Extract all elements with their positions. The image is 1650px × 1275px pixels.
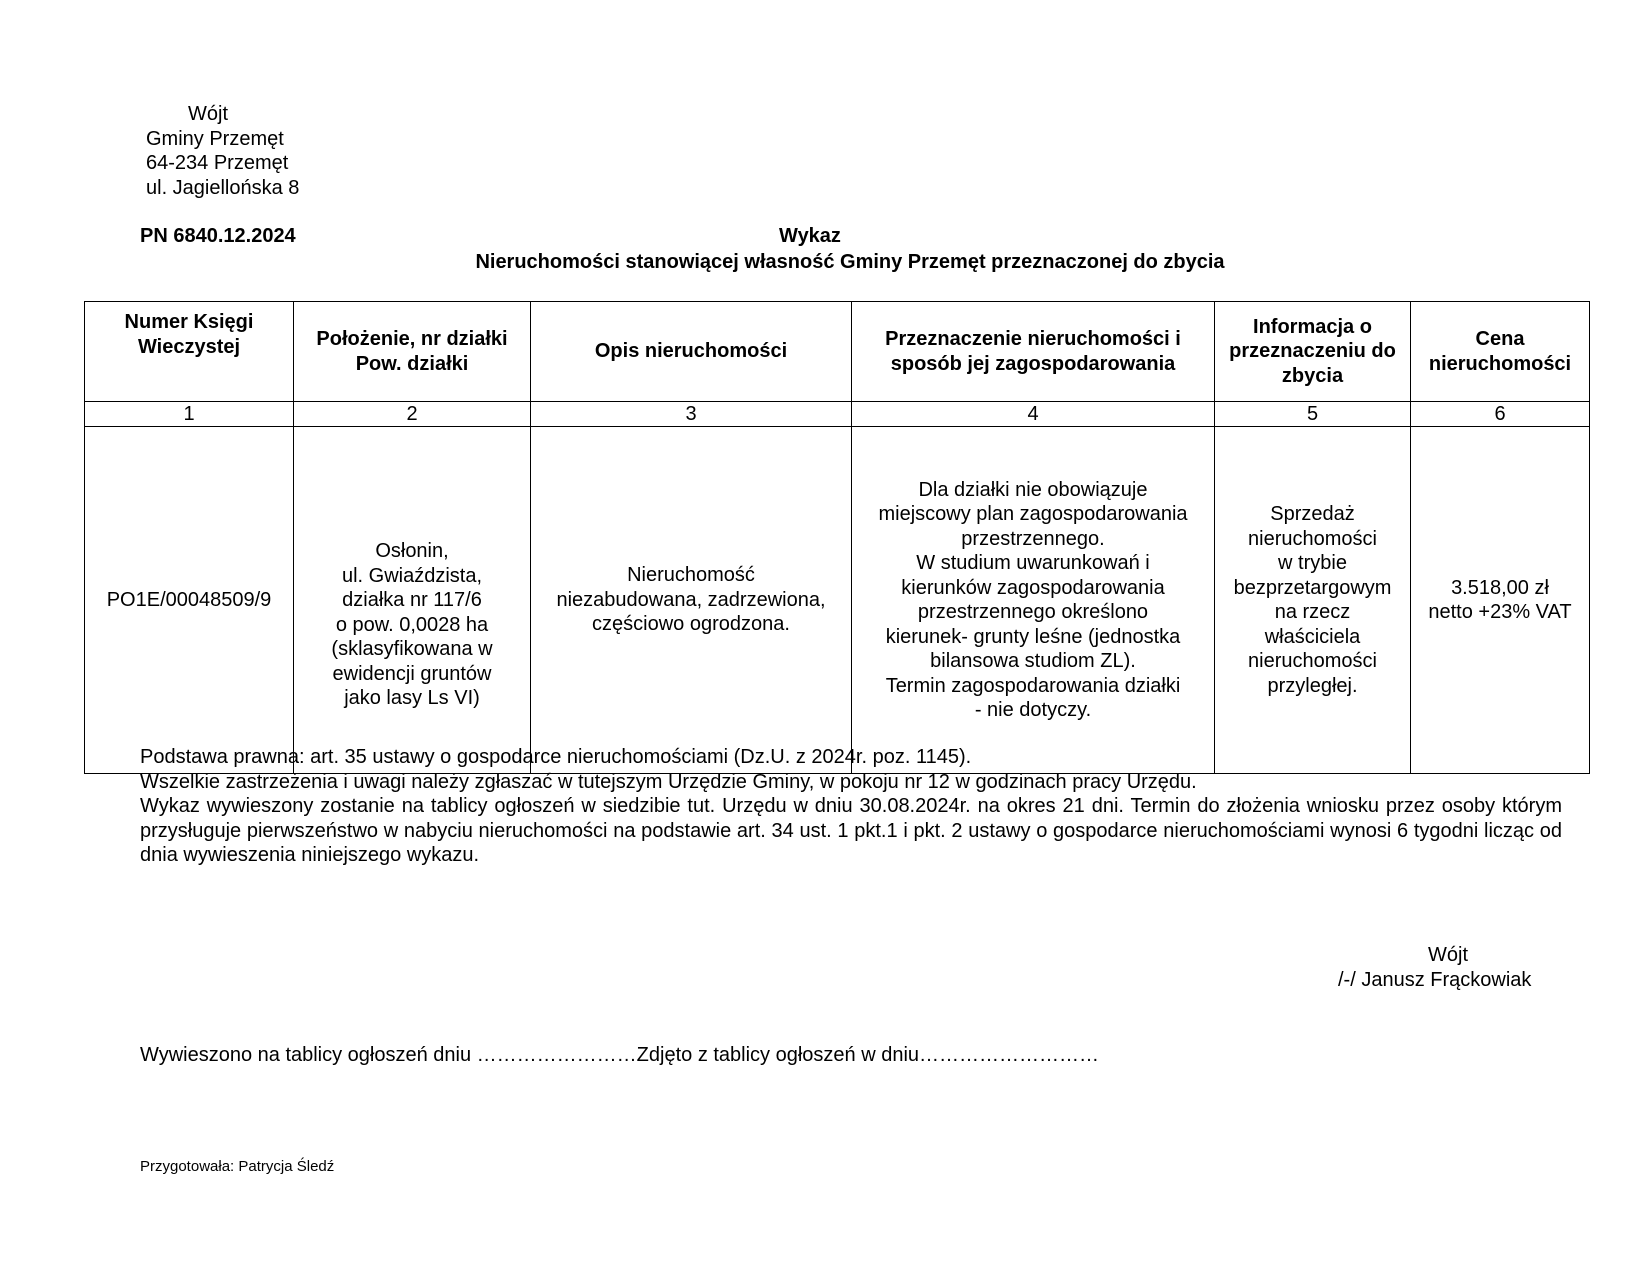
location-line: działka nr 117/6 — [342, 589, 482, 612]
sale-info-line: właściciela — [1264, 625, 1361, 648]
cell-description — [531, 427, 852, 774]
header-kw: Numer Księgi Wieczystej — [85, 302, 294, 402]
purpose-line: - nie dotyczy. — [974, 699, 1092, 721]
purpose-line: miejscowy plan zagospodarowania — [878, 503, 1188, 525]
sale-info-line: Sprzedaż — [1270, 503, 1355, 525]
column-number: 3 — [531, 402, 852, 427]
column-number: 5 — [1215, 402, 1411, 427]
purpose-line: Termin zagospodarowania działki — [885, 674, 1181, 697]
header-sale-info: Informacja o przeznaczeniu do zbycia — [1215, 302, 1411, 402]
purpose-line: kierunek- grunty leśne (jednostka — [885, 625, 1181, 648]
note-objections: Wszelkie zastrzeżenia i uwagi należy zgłaszać w tutejszym Urzędzie Gminy, w pokoju nr 12 w godzinach pracy Urzędu. — [140, 770, 1197, 793]
description-line: niezabudowana, zadrzewiona, — [556, 588, 826, 611]
location-line: Osłonin, — [375, 540, 449, 563]
location-line: jako lasy Ls VI) — [344, 687, 480, 710]
property-table — [84, 301, 1590, 774]
note-posting-terms: Wykaz wywieszony zostanie na tablicy ogłoszeń w siedzibie tut. Urzędu w dniu 30.08.2024r. na okres 21 dni. Termin do złożenia wniosku przez osoby którym przysługuje pierwszeństwo w nabyciu nieruchomości na podstawie art. 34 ust. 1 pkt.1 i pkt. 2 ustawy o gospodarce nieruchomościami wynosi 6 tygodni licząc od dnia wywieszenia niniejszego wykazu. — [140, 795, 1562, 866]
note-legal-basis: Podstawa prawna: art. 35 ustawy o gospodarce nieruchomościami (Dz.U. z 2024r. poz. 1145). — [140, 746, 972, 768]
cell-purpose — [852, 427, 1215, 774]
location-line: (sklasyfikowana w — [331, 638, 493, 661]
column-number: 4 — [852, 402, 1215, 427]
location-line: ul. Gwiaździsta, — [341, 564, 483, 587]
header-description: Opis nieruchomości — [531, 302, 852, 402]
reference-number: PN 6840.12.2024 — [140, 225, 296, 247]
sale-info-line: bezprzetargowym — [1233, 576, 1392, 599]
column-number: 6 — [1411, 402, 1590, 427]
issuer-line-1: Wójt — [188, 103, 228, 125]
purpose-line: przestrzennego określono — [917, 601, 1149, 623]
cell-sale-info — [1215, 427, 1411, 774]
prepared-by: Przygotowała: Patrycja Śledź — [140, 1158, 335, 1175]
purpose-line: Dla działki nie obowiązuje — [918, 478, 1148, 501]
header-location: Położenie, nr działki Pow. działki — [294, 302, 531, 402]
document-subtitle: Nieruchomości stanowiącej własność Gminy Przemęt przeznaczonej do zbycia — [475, 251, 1225, 273]
issuer-line-3: 64-234 Przemęt — [146, 152, 289, 174]
column-numbers-row — [85, 402, 1590, 427]
document-title: Wykaz — [779, 225, 841, 247]
purpose-line: kierunków zagospodarowania — [901, 576, 1165, 599]
issuer-line-2: Gminy Przemęt — [146, 127, 284, 150]
purpose-line: W studium uwarunkowań i — [916, 552, 1150, 574]
legal-notes — [140, 745, 1562, 868]
location-line: ewidencji gruntów — [332, 662, 492, 685]
purpose-line: bilansowa studiom ZL). — [930, 650, 1136, 672]
sale-info-line: w trybie — [1278, 552, 1347, 574]
sale-info-line: na rzecz — [1274, 601, 1351, 623]
cell-location — [294, 427, 531, 774]
issuer-line-4: ul. Jagiellońska 8 — [146, 176, 300, 199]
description-line: Nieruchomość — [627, 564, 755, 587]
purpose-line: przestrzennego. — [961, 527, 1105, 550]
table-row — [85, 427, 1590, 774]
header-price: Cena nieruchomości — [1411, 302, 1590, 402]
cell-kw: PO1E/00048509/9 — [85, 427, 294, 774]
header-purpose: Przeznaczenie nieruchomości i sposób jej zagospodarowania — [852, 302, 1215, 402]
price-line: 3.518,00 zł — [1451, 576, 1549, 599]
posting-line: Wywieszono na tablicy ogłoszeń dniu ……………………Zdjęto z tablicy ogłoszeń w dniu……………………… — [140, 1044, 1100, 1066]
description-line: częściowo ogrodzona. — [592, 613, 790, 636]
location-line: o pow. 0,0028 ha — [335, 613, 489, 636]
column-number: 1 — [85, 402, 294, 427]
issuer-block — [146, 102, 299, 200]
cell-price — [1411, 427, 1590, 774]
sale-info-line: przyległej. — [1267, 674, 1358, 697]
column-number: 2 — [294, 402, 531, 427]
table-header-row — [85, 302, 1590, 402]
sale-info-line: nieruchomości — [1248, 527, 1377, 550]
signature-name: /-/ Janusz Frąckowiak — [1338, 969, 1532, 991]
signature-title: Wójt — [1428, 944, 1468, 966]
price-line: netto +23% VAT — [1428, 601, 1572, 623]
sale-info-line: nieruchomości — [1248, 650, 1377, 672]
